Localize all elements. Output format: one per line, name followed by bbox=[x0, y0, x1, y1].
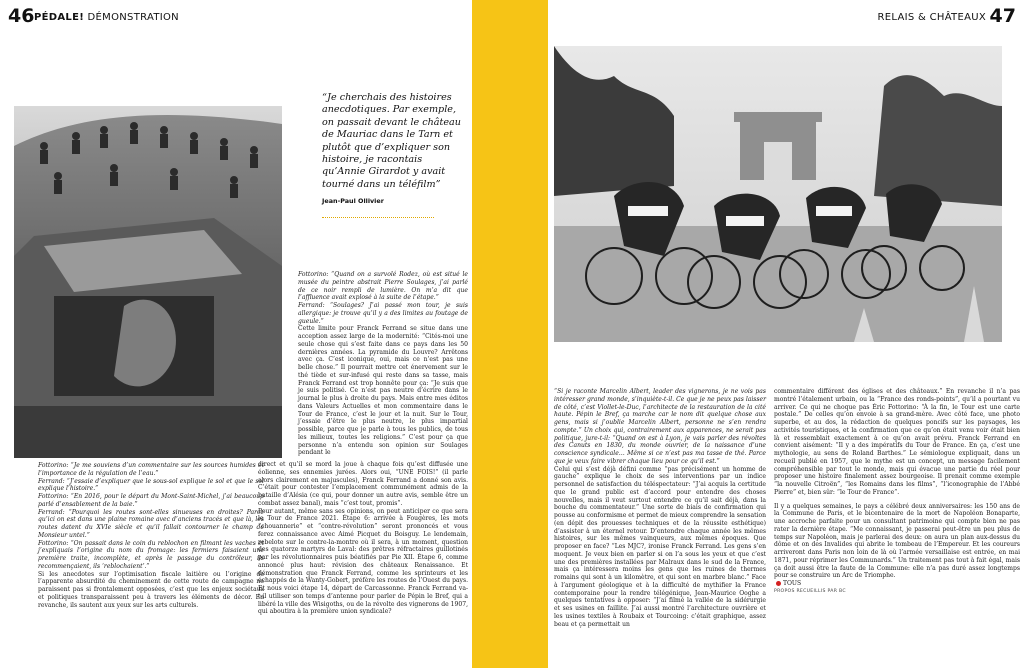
rubric-rest: DÉMONSTRATION bbox=[84, 12, 179, 23]
article-column-left-1 bbox=[38, 462, 264, 609]
paragraph: Pour autant, même sans ses opinions, on peut anticiper ce que sera le Tour de France 2021. Étape 6: arrivée à Fougères, les mots “chouannerie” et “contre-révolution” seront prononcés et vous ferez connaissance avec Aimé Picquet du Boisguy. Le lendemain, rebelote sur le contre-la-montre où il sera, à un moment, question des quatorze martyrs de Laval: des prêtres réfractaires guillotinés par les révolutionnaires puis béatifiés par Pie XII. Étape 6, comme annoncé plus haut: révision des châteaux Renaissance. Et démonstration que Franck Ferrand, comme les sprinteurs et les échappés de la Wanty-Gobert, préfère les routes de l’Ouest du pays. Et nous voici étape 14, départ de Carcassonne. Franck Ferrand va-t-il utiliser son temps d’antenne pour parler de Pépin le Bref, qui a libéré la ville des Wisigoths, ou de la révolte des vignerons de 1907, qui aboutira à la première union syndicale? bbox=[258, 507, 468, 616]
paragraph: Fottorino: “En 2016, pour le départ du Mont-Saint-Michel, j’ai beaucoup parlé d’ensablement de la baie.” bbox=[38, 493, 264, 508]
paragraph: Fottorino: “On passait dans le coin du reblochon en filmant les vaches et j’expliquais l’origine du nom du fromage: les fermiers faisaient une première traite, incomplète, et après le passage du contrôleur, ils recommençaient, ils ‘reblochaient’.” bbox=[38, 539, 264, 570]
article-column-left-2 bbox=[298, 271, 468, 457]
rubric-strong: PÉDALE! bbox=[34, 12, 85, 23]
paragraph: commentaire différent des églises et des châteaux.” En revanche il n’a pas montré l’étalement urbain, ou la “France des ronds-points”, qu’il a pourtant vu arriver. Ce qui ne choque pas Éric Fottorino: “À la fin, le Tour est une carte postale.” De celles qu’on envoie à sa grand-mère. Avec côté face, une photo superbe, et au dos, la rédaction de quelques poncifs sur les paysages, les activités touristiques, et la confirmation que ce qu’on était venu voir était bien là et ressemblait exactement à ce qu’on avait prévu. Franck Ferrand en convient aisément: “Il y a des impératifs du Tour de France. En ça, c’est une mythologie, au sens de Roland Barthes.” Le sémiologue expliquait, dans un recueil publié en 1957, que le mythe est un concept, un message facilement compréhensible par tout le monde, mais qui évacue une partie du réel pour proposer une histoire finalement assez bourgeoise. Il prenait comme exemple “la nouvelle Citroën”, “les Romains dans les films”, “l’iconographie de l’Abbé Pierre” et, bien sûr: “le Tour de France”. bbox=[774, 388, 1020, 496]
paragraph: Cette limite pour Franck Ferrand se situe dans une acception assez large de la modernité: “Cités-moi une seule chose qui s’est faite dans ce pays dans les 50 dernières années. La pyramide du Louvre? Arrêtons avec ça. C’est iconique, oui, mais ce n’est pas une belle chose.” Il pourrait mettre cet énervement sur le thé tiède et sur-infusé qui reste dans sa tasse, mais Franck Ferrand est trop honnête pour ça: “Je suis que je suis politisé. Ce n’est pas neutre d’écrire dans le journal le plus à droite du pays. Mais entre mes éditos dans Valeurs Actuelles et mon commentaire dans le Tour de France, c’est le jour et la nuit. Sur le Tour, j’essaie d’être le plus neutre, le plus impartial possible, parce que je parle à tous les publics, de tous les milieux, toutes les religions.” C’est pour ça que personne n’a entendu son opinion sur Soulages pendant le bbox=[298, 325, 468, 457]
photo-summit-spectators-van bbox=[14, 106, 282, 458]
pull-quote bbox=[322, 92, 462, 218]
paragraph: Ferrand: “J’essaie d’expliquer que le sous-sol explique le sol et que le sol explique l’histoire.” bbox=[38, 477, 264, 493]
spread-gutter-yellow bbox=[472, 0, 548, 668]
paragraph: Fottorino: “Quand on a survolé Rodez, où est situé le musée du peintre abstrait Pierre Soulages, j’ai parlé de ce noir rempli de lumière. On m’a dit que l’affluence avait explosé à la suite de l’étape.” bbox=[298, 271, 468, 302]
photo-credit: PROPOS RECUEILLIS PAR BC bbox=[774, 588, 846, 594]
photo-summit-icon bbox=[14, 106, 282, 458]
pull-quote-rule bbox=[322, 217, 434, 218]
article-column-left-2-continued bbox=[258, 461, 468, 616]
page-number-right: 47 bbox=[989, 5, 1016, 27]
pull-quote-text: “Je cherchais des histoires anecdotiques. Par exemple, on passait devant le château de Mauriac dans le Tarn et plutôt que d’expliquer son histoire, je racontais qu’Annie Girardot y avait tourné dans un téléfilm” bbox=[322, 92, 461, 190]
paragraph: Fottorino: “Je me souviens d’un commentaire sur les sources humides et l’importance de la régulation de l’eau.” bbox=[38, 462, 264, 477]
paragraph: direct et qu’il se mord la joue à chaque fois qu’est diffusée une éolienne, ses ennemies jurées. Alors oui, “UNE FOIS!” (il parle alors clairement en majuscules), Franck Ferrand a donné son avis. C’était pour contester l’emplacement communément admis de la bataille d’Alésia (ce qui, pour donner un autre avis, semble être un combat assez banal), mais “c’est tout, promis”. bbox=[258, 461, 468, 507]
right-page bbox=[548, 0, 1024, 668]
article-column-right-1 bbox=[554, 388, 766, 628]
paragraph: Celui qui s’est déjà défini comme “pas précisément un homme de gauche” explique le choix de ses interventions par un indice personnel de satisfaction du téléspectateur: “J’ai acquis la certitude que le grand public est d’accord pour entendre des choses nouvelles, mais il veut surtout entendre ce qu’il sait déjà, dans la bouche du commentateur.” Une sorte de biais de confirmation qui pousse au conformisme et permet de mieux comprendre la sensation (en dépit des prouesses techniques et de la réussite esthétique) d’assister à un éternel retour. D’entendre chaque année les mêmes histoires, sur les mêmes vainqueurs, aux mêmes époques. Que proposer en face? “Les MJC?, ironise Franck Ferrand. Les gens s’en moquent. Je veux bien en parler si on l’a sous les yeux et que c’est une des premières installées par Malraux dans le sud de la France, mais ça intéressera moins les gens que les ruines de thermes romains qui sont à un kilomètre, et qui sont en marbre blanc.” Face à l’argument géologique et à la difficulté de mythifier la France contemporaine pour la rendre télégénique, Jean-Maurice Ooghe a quelques tentatives à opposer: “J’ai filmé la vallée de la sidérurgie et ses usines en faillite. J’ai aussi montré l’architecture ouvrière et les usines textiles à Roubaix et Tourcoing: c’était graphique, assez beau et ça permettait un bbox=[554, 465, 766, 628]
left-page bbox=[0, 0, 472, 668]
paragraph: Ferrand: “Pourquoi les routes sont-elles sinueuses en droites? Parce qu’ici on est dans une plaine romaine avec d’anciens tracés et que là, les routes datent du XVIe siècle et qu’il fallait contourner le champ de Monsieur untel.” bbox=[38, 508, 264, 539]
page-number-left: 46 bbox=[8, 5, 35, 27]
photo-cyclists-icon bbox=[554, 46, 1002, 342]
paragraph: Il y a quelques semaines, le pays a célébré deux anniversaires: les 150 ans de la Commune de Paris, et le bicentenaire de la mort de Napoléon Bonaparte, une accroche parfaite pour un consultant patrimoine qui compte bien ne pas rater la dernière étape. “Me connaissant, je passerai peut-être un peu plus de temps sur Napoléon, mais je parlerai des deux: on aura un plan aux-dessus du dôme et on des Invalides qui abrite le tombeau de l’Empereur. Et les coureurs arriveront dans Paris non loin de là où l’armée versaillaise est entrée, en mai 1871, pour réprimer les Communards.” Un traitement pas tout à fait égal, mais ça doit aussi être la faute de la Commune: elle n’a pas duré assez longtemps pour se construire un Arc de Triomphe. bbox=[774, 502, 1020, 580]
paragraph: Ferrand: “Soulages? J’ai passé mon tour, je suis allergique: je trouve qu’il y a des limites au foutage de gueule.” bbox=[298, 302, 468, 325]
article-column-right-2 bbox=[774, 388, 1020, 596]
section-rubric-right: RELAIS & CHÂTEAUX bbox=[877, 12, 986, 23]
paragraph: “Si je raconte Marcelin Albert, leader des vignerons, je ne vois pas intéresser grand monde, s’inquiète-t-il. Ce que je ne peux pas laisser de côté, c’est Viollet-le-Duc, l’architecte de la restauration de la cité haute. Pépin le Bref, ça marche car le nom dit quelque chose aux gens, mais si j’oublie Marcelin Albert, personne ne s’en rendra compte.” Un choix qui, contrairement aux apparences, ne serait pas politique, jure-t-il: “Quand on est à Lyon, je vais parler des révoltes des Canuts en 1830, du monde ouvrier, de la naissance d’une conscience syndicale… Même si ce n’est pas ma tasse de thé. Parce que je veux faire vibrer chaque lieu pour ce qu’il est.” bbox=[554, 388, 766, 465]
photo-cyclists-arc-de-triomphe bbox=[554, 46, 1002, 342]
end-dot-icon bbox=[776, 581, 781, 586]
paragraph: Si les anecdotes sur l’optimisation fiscale laitière ou l’origine de l’apparente absurdité du cheminement de cette route de campagne ne paraissent pas si frontalement opposées, c’est que les enjeux sociétaux et politiques transparaissent peu à travers les éléments de décor. En revanche, ils sautent aux yeux sur les arts culturels. bbox=[38, 570, 264, 609]
end-label: TOUS bbox=[782, 580, 802, 587]
section-rubric-left bbox=[34, 12, 179, 23]
pull-quote-author: Jean-Paul Ollivier bbox=[322, 197, 384, 206]
article-end bbox=[774, 580, 1020, 588]
